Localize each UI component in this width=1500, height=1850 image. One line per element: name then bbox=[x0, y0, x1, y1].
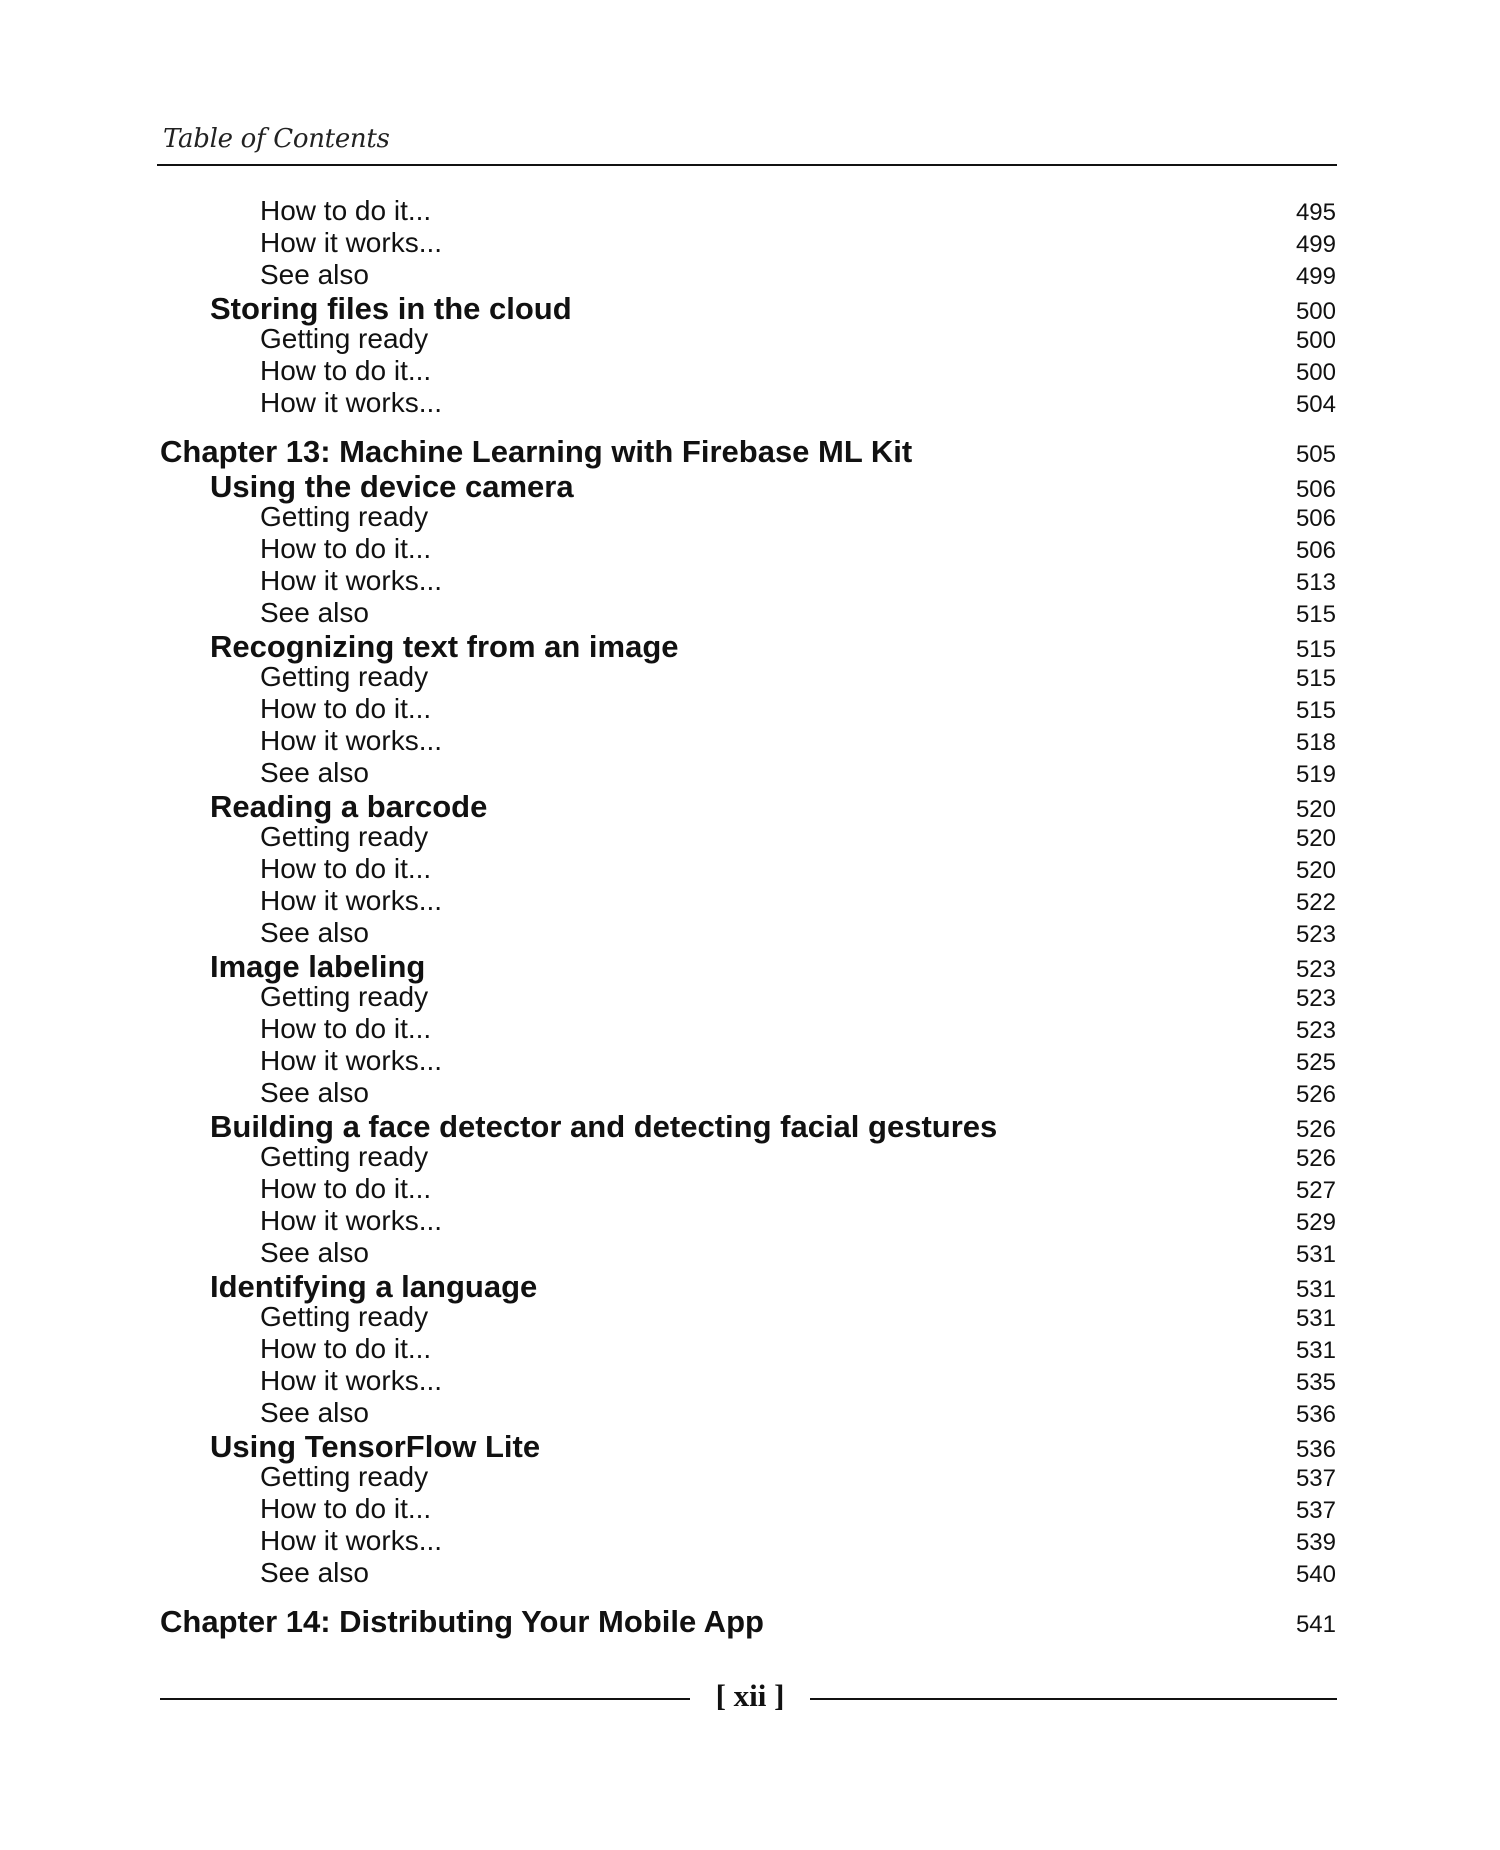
toc-entry-title: How to do it... bbox=[260, 853, 432, 884]
toc-entry-title: See also bbox=[260, 597, 369, 628]
toc-entry-title: See also bbox=[260, 917, 369, 948]
toc-entry-page-number: 506 bbox=[1295, 537, 1336, 564]
toc-entry-page-number: 525 bbox=[1295, 1049, 1336, 1076]
toc-entry-title: How to do it... bbox=[260, 1333, 432, 1364]
toc-entry-page-number: 523 bbox=[1295, 956, 1336, 983]
toc-entry-page-number: 536 bbox=[1295, 1436, 1336, 1463]
toc-entry-page-number: 495 bbox=[1295, 199, 1336, 226]
toc-entry-page-number: 518 bbox=[1295, 729, 1336, 756]
toc-entry-page-number: 520 bbox=[1295, 825, 1336, 852]
toc-entry-title: Getting ready bbox=[260, 821, 429, 852]
toc-entry-title: How it works... bbox=[260, 387, 443, 418]
toc-entry-page-number: 523 bbox=[1295, 985, 1336, 1012]
toc-entry-page-number: 500 bbox=[1295, 298, 1336, 325]
toc-entry-page-number: 531 bbox=[1295, 1276, 1336, 1303]
toc-entry-page-number: 515 bbox=[1295, 665, 1336, 692]
toc-entry-title: See also bbox=[260, 259, 369, 290]
toc-entry-page-number: 504 bbox=[1295, 391, 1336, 418]
toc-entry-title: Using TensorFlow Lite bbox=[210, 1429, 541, 1464]
toc-entry-title: Reading a barcode bbox=[210, 789, 488, 824]
toc-entry-title: How to do it... bbox=[260, 693, 432, 724]
toc-entry-page-number: 523 bbox=[1295, 921, 1336, 948]
toc-entry-title: How to do it... bbox=[260, 195, 432, 226]
toc-entry-title: Chapter 14: Distributing Your Mobile App bbox=[160, 1604, 764, 1639]
toc-entry-page-number: 513 bbox=[1295, 569, 1336, 596]
toc-entry-page-number: 506 bbox=[1295, 476, 1336, 503]
toc-entry-page-number: 505 bbox=[1295, 441, 1336, 468]
toc-entry-title: How it works... bbox=[260, 1205, 443, 1236]
toc-entry-title: Chapter 13: Machine Learning with Firebase ML Kit bbox=[160, 434, 913, 469]
toc-entry-page-number: 515 bbox=[1295, 636, 1336, 663]
toc-entry-page-number: 540 bbox=[1295, 1561, 1336, 1588]
toc-entry-title: How to do it... bbox=[260, 355, 432, 386]
toc-entry-page-number: 541 bbox=[1295, 1611, 1336, 1638]
toc-entry-title: Storing files in the cloud bbox=[210, 291, 572, 326]
toc-entry-page-number: 499 bbox=[1295, 263, 1336, 290]
toc-entry-page-number: 520 bbox=[1295, 857, 1336, 884]
toc-entry-title: How to do it... bbox=[260, 1013, 432, 1044]
toc-entry-page-number: 526 bbox=[1295, 1145, 1336, 1172]
toc-entry-title: How to do it... bbox=[260, 533, 432, 564]
page-number: [ xii ] bbox=[715, 1678, 785, 1713]
toc-entry-title: Recognizing text from an image bbox=[210, 629, 679, 664]
toc-entry-title: How to do it... bbox=[260, 1493, 432, 1524]
running-header: Table of Contents bbox=[163, 124, 390, 154]
toc-entry-title: How it works... bbox=[260, 1525, 443, 1556]
toc-entry-page-number: 500 bbox=[1295, 327, 1336, 354]
toc-entry-page-number: 535 bbox=[1295, 1369, 1336, 1396]
toc-entry-title: Building a face detector and detecting facial gestures bbox=[210, 1109, 998, 1144]
toc-entry-title: How it works... bbox=[260, 1365, 443, 1396]
toc-entry-page-number: 539 bbox=[1295, 1529, 1336, 1556]
toc-entry-page-number: 519 bbox=[1295, 761, 1336, 788]
toc-entry-title: Getting ready bbox=[260, 981, 429, 1012]
toc-entry-page-number: 531 bbox=[1295, 1305, 1336, 1332]
toc-entry-page-number: 537 bbox=[1295, 1497, 1336, 1524]
toc-entry-title: How it works... bbox=[260, 885, 443, 916]
toc-entry-title: See also bbox=[260, 1397, 369, 1428]
footer-rule-right bbox=[810, 1698, 1337, 1700]
toc-entry-page-number: 531 bbox=[1295, 1337, 1336, 1364]
toc-entry-title: See also bbox=[260, 757, 369, 788]
toc-entry-page-number: 537 bbox=[1295, 1465, 1336, 1492]
toc-entry-title: Getting ready bbox=[260, 501, 429, 532]
toc-entry-title: Getting ready bbox=[260, 323, 429, 354]
toc-entry-page-number: 536 bbox=[1295, 1401, 1336, 1428]
footer-rule-left bbox=[160, 1698, 690, 1700]
toc-entry-title: How it works... bbox=[260, 725, 443, 756]
toc-entry-page-number: 522 bbox=[1295, 889, 1336, 916]
toc-entry-title: Getting ready bbox=[260, 1141, 429, 1172]
toc-entry-title: See also bbox=[260, 1077, 369, 1108]
toc-entry-page-number: 527 bbox=[1295, 1177, 1336, 1204]
toc-entry-title: How it works... bbox=[260, 565, 443, 596]
toc-entry-title: See also bbox=[260, 1557, 369, 1588]
toc-entry-page-number: 506 bbox=[1295, 505, 1336, 532]
toc-entry-title: Identifying a language bbox=[210, 1269, 538, 1304]
toc-entry-page-number: 529 bbox=[1295, 1209, 1336, 1236]
toc-entry-title: How it works... bbox=[260, 227, 443, 258]
toc-entry-title: Image labeling bbox=[210, 949, 426, 984]
toc-entry-title: Getting ready bbox=[260, 1301, 429, 1332]
toc-entry-page-number: 520 bbox=[1295, 796, 1336, 823]
toc-entry-page-number: 526 bbox=[1295, 1116, 1336, 1143]
toc-entry-title: Getting ready bbox=[260, 1461, 429, 1492]
toc-entry-page-number: 500 bbox=[1295, 359, 1336, 386]
toc-entry-page-number: 499 bbox=[1295, 231, 1336, 258]
toc-entry-page-number: 523 bbox=[1295, 1017, 1336, 1044]
toc-entry-page-number: 531 bbox=[1295, 1241, 1336, 1268]
toc-entry-title: See also bbox=[260, 1237, 369, 1268]
toc-entry-title: How to do it... bbox=[260, 1173, 432, 1204]
toc-entry-page-number: 515 bbox=[1295, 601, 1336, 628]
toc-entry-title: Using the device camera bbox=[210, 469, 574, 504]
toc-entry-page-number: 515 bbox=[1295, 697, 1336, 724]
toc-entry-title: How it works... bbox=[260, 1045, 443, 1076]
toc-entry-page-number: 526 bbox=[1295, 1081, 1336, 1108]
toc-entry-title: Getting ready bbox=[260, 661, 429, 692]
